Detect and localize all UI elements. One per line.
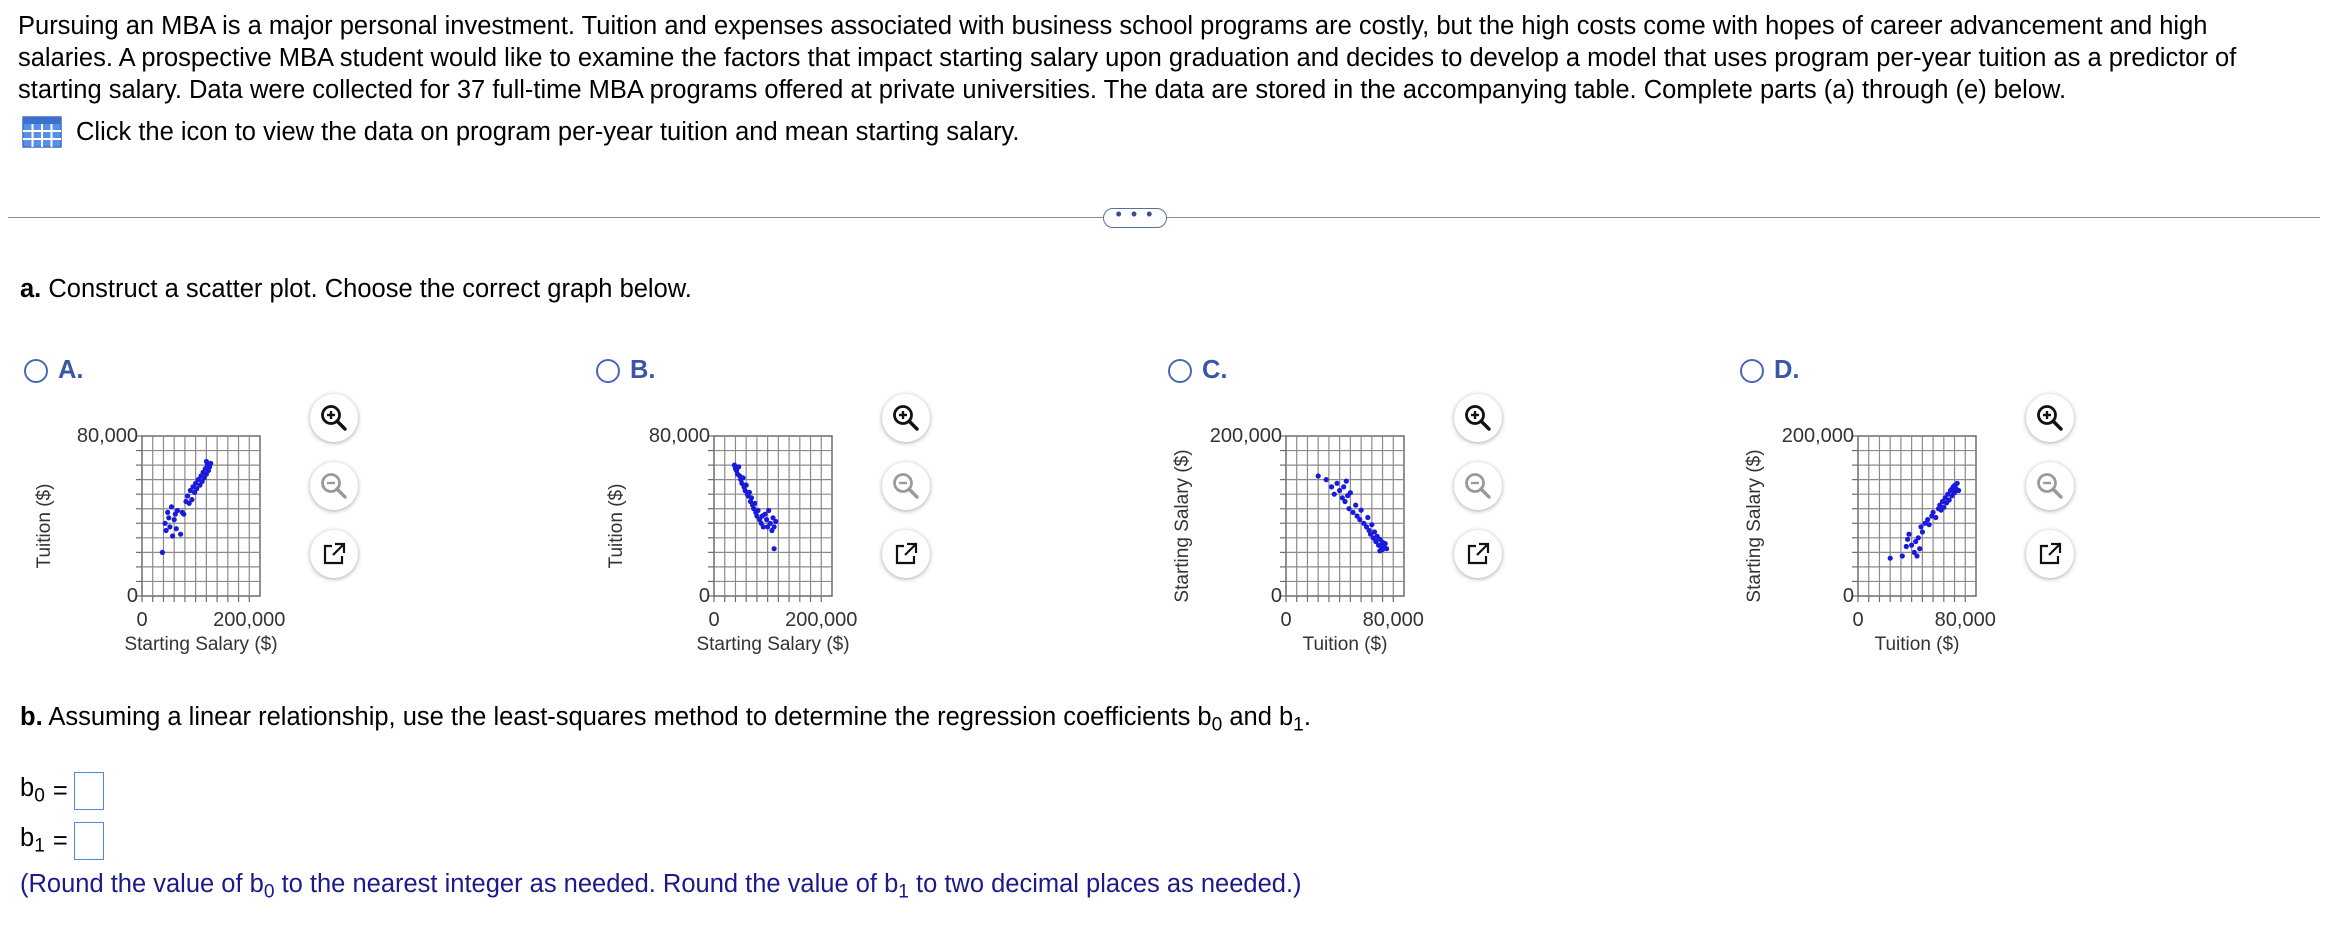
zoom-in-icon [891, 403, 921, 433]
data-point [204, 459, 209, 464]
y-tick-label-max: 200,000 [1781, 425, 1854, 447]
data-point [772, 524, 777, 529]
data-point [164, 528, 169, 533]
plot-frame [1858, 436, 1976, 596]
part-b-sub1: 1 [1293, 714, 1304, 736]
zoom-in-button[interactable] [882, 394, 930, 442]
b1-label: $b_1$ [20, 824, 45, 857]
part-a-label: a. [20, 275, 42, 303]
data-point [167, 524, 172, 529]
x-tick-label-max: 80,000 [1934, 609, 1996, 631]
x-axis-label: Tuition ($) [1302, 634, 1388, 655]
x-axis-label: Starting Salary ($) [696, 634, 850, 655]
data-point [170, 533, 175, 538]
zoom-in-button[interactable] [310, 394, 358, 442]
x-tick-label-min: 0 [708, 609, 720, 631]
data-point [1334, 481, 1339, 486]
data-point [172, 517, 177, 522]
option-b-radio[interactable] [596, 359, 620, 383]
y-axis-label: Starting Salary ($) [1172, 449, 1193, 603]
problem-intro: Pursuing an MBA is a major personal investment. Tuition and expenses associated with business school programs are costly, but the high costs come with hopes of career advancement and high salaries. A prospective MBA student would like to examine the factors that impact starting salary upon graduation and decides to develop a model that uses program per-year tuition as a predictor of starting salary. Data were collected for 37 full-time MBA programs offered at private universities. The data are stored in the accompanying table. Complete parts (a) through (e) below. [18, 12, 2237, 104]
option-c-radio[interactable] [1168, 359, 1192, 383]
view-data-text[interactable]: Click the icon to view the data on program per-year tuition and mean starting salary. [76, 117, 1020, 146]
x-tick-label-max: 200,000 [213, 609, 286, 631]
external-link-icon [1465, 541, 1491, 567]
external-link-icon [321, 541, 347, 567]
zoom-in-button[interactable] [1454, 394, 1502, 442]
data-point [749, 495, 754, 500]
x-tick-label-max: 200,000 [785, 609, 858, 631]
data-point [1917, 546, 1922, 551]
data-point [740, 475, 745, 480]
data-point [1941, 505, 1946, 510]
option-a-header[interactable] [24, 356, 84, 385]
zoom-out-icon [2035, 471, 2065, 501]
option-d-radio[interactable] [1740, 359, 1764, 383]
data-point [163, 521, 168, 526]
zoom-in-icon [1463, 403, 1493, 433]
data-table-icon[interactable] [22, 116, 62, 148]
data-point [178, 532, 183, 537]
x-tick-label-max: 80,000 [1362, 609, 1424, 631]
plot-frame [142, 436, 260, 596]
b1-equals: = [52, 826, 68, 855]
part-b-sub0: 0 [1211, 714, 1223, 736]
external-link-icon [2037, 541, 2063, 567]
option-a[interactable] [20, 344, 580, 674]
data-point [736, 464, 741, 469]
b0-row [20, 772, 104, 810]
data-point [747, 490, 752, 495]
data-point [772, 546, 777, 551]
data-point [1925, 517, 1930, 522]
b0-answer-input[interactable] [74, 772, 104, 810]
data-point [1916, 535, 1921, 540]
data-point [165, 510, 170, 515]
zoom-out-button[interactable] [310, 462, 358, 510]
zoom-out-button[interactable] [1454, 462, 1502, 510]
data-point [1348, 490, 1353, 495]
data-point [1905, 537, 1910, 542]
ellipsis-icon: • • • [1115, 204, 1155, 224]
data-point [1956, 488, 1961, 493]
data-point [764, 517, 769, 522]
option-a-radio[interactable] [24, 359, 48, 383]
data-point [766, 508, 771, 513]
zoom-in-icon [319, 403, 349, 433]
data-point [773, 519, 778, 524]
part-b-text-mid: and b [1222, 703, 1294, 731]
data-point [1947, 497, 1952, 502]
y-tick-label-min: 0 [1270, 585, 1282, 607]
data-point [1949, 487, 1954, 492]
part-b-question [20, 703, 1311, 737]
option-c[interactable] [1164, 344, 1724, 674]
option-c-letter[interactable]: C. [1202, 356, 1228, 384]
data-point [166, 515, 171, 520]
data-point [1350, 510, 1355, 515]
data-point [1900, 553, 1905, 558]
x-tick-label-min: 0 [136, 609, 148, 631]
b0-equals: = [52, 776, 68, 805]
data-point [1353, 503, 1358, 508]
data-point [1372, 529, 1377, 534]
option-b[interactable] [592, 344, 1152, 674]
data-point [181, 512, 186, 517]
data-point [1337, 488, 1342, 493]
zoom-out-icon [319, 471, 349, 501]
data-point [1914, 553, 1919, 558]
data-point [755, 508, 760, 513]
option-d-header[interactable] [1740, 356, 1800, 385]
option-d[interactable] [1736, 344, 2296, 674]
data-point [160, 550, 165, 555]
zoom-out-button[interactable] [2026, 462, 2074, 510]
data-point [1933, 515, 1938, 520]
option-b-header[interactable] [596, 356, 656, 385]
plot-frame [1286, 436, 1404, 596]
x-axis-label: Tuition ($) [1874, 634, 1960, 655]
data-point [1365, 515, 1370, 520]
b0-label: $b_0$ [20, 774, 45, 807]
view-data-link[interactable] [22, 116, 1020, 148]
data-point [175, 508, 180, 513]
data-point [1346, 506, 1351, 511]
y-tick-label-min: 0 [698, 585, 710, 607]
open-new-window-button[interactable] [882, 530, 930, 578]
data-point [1344, 479, 1349, 484]
zoom-out-icon [891, 471, 921, 501]
part-b-label: b. [20, 703, 43, 731]
data-point [1920, 529, 1925, 534]
y-tick-label-min: 0 [1842, 585, 1854, 607]
data-point [1906, 532, 1911, 537]
data-point [1927, 522, 1932, 527]
data-point [174, 526, 179, 531]
option-b-scatter-plot [592, 414, 872, 664]
data-point [1904, 544, 1909, 549]
option-a-scatter-plot [20, 414, 300, 664]
data-point [1383, 541, 1388, 546]
expand-more-button[interactable] [1103, 204, 1167, 228]
option-a-letter[interactable]: A. [58, 356, 84, 384]
data-point [1342, 499, 1347, 504]
data-point [1357, 517, 1362, 522]
option-d-letter[interactable]: D. [1774, 356, 1800, 384]
data-point [1341, 484, 1346, 489]
b1-answer-input[interactable] [74, 822, 104, 860]
data-point [1369, 522, 1374, 527]
data-point [185, 493, 190, 498]
option-b-letter[interactable]: B. [630, 356, 656, 384]
y-axis-label: Tuition ($) [34, 483, 55, 569]
option-c-scatter-plot [1164, 414, 1444, 664]
data-point [1909, 543, 1914, 548]
y-axis-label: Tuition ($) [606, 483, 627, 569]
y-tick-label-max: 200,000 [1209, 425, 1282, 447]
data-point [1931, 510, 1936, 515]
y-axis-label: Starting Salary ($) [1744, 449, 1765, 603]
open-new-window-button[interactable] [1454, 530, 1502, 578]
data-point [1316, 473, 1321, 478]
data-point [169, 504, 174, 509]
data-point [1888, 556, 1893, 561]
x-tick-label-min: 0 [1280, 609, 1292, 631]
option-d-scatter-plot [1736, 414, 2016, 664]
data-point [1359, 508, 1364, 513]
rounding-note: (Round the value of $b_0$ to the nearest integer as needed. Round the value of $b_1$ to two decimal places as needed.) [20, 870, 1302, 903]
y-tick-label-max: 80,000 [648, 425, 710, 447]
data-point [1377, 548, 1382, 553]
zoom-out-button[interactable] [882, 462, 930, 510]
data-point [762, 512, 767, 517]
part-b-text-pre: Assuming a linear relationship, use the least-squares method to determine the regression coefficients b [48, 703, 1212, 731]
b1-row [20, 822, 104, 860]
zoom-in-button[interactable] [2026, 394, 2074, 442]
zoom-in-icon [2035, 403, 2065, 433]
data-point [768, 521, 773, 526]
y-tick-label-max: 80,000 [76, 425, 138, 447]
option-c-header[interactable] [1168, 356, 1228, 385]
data-point [189, 497, 194, 502]
x-tick-label-min: 0 [1852, 609, 1864, 631]
data-point [752, 501, 757, 506]
x-axis-label: Starting Salary ($) [124, 634, 278, 655]
data-point [1332, 492, 1337, 497]
data-point [1329, 484, 1334, 489]
y-tick-label-min: 0 [126, 585, 138, 607]
external-link-icon [893, 541, 919, 567]
open-new-window-button[interactable] [2026, 530, 2074, 578]
open-new-window-button[interactable] [310, 530, 358, 578]
zoom-out-icon [1463, 471, 1493, 501]
part-a-question [20, 275, 692, 304]
data-point [1918, 524, 1923, 529]
part-a-text: Construct a scatter plot. Choose the correct graph below. [48, 275, 692, 303]
data-point [1324, 477, 1329, 482]
part-b-text-post: . [1303, 703, 1311, 731]
data-point [744, 483, 749, 488]
